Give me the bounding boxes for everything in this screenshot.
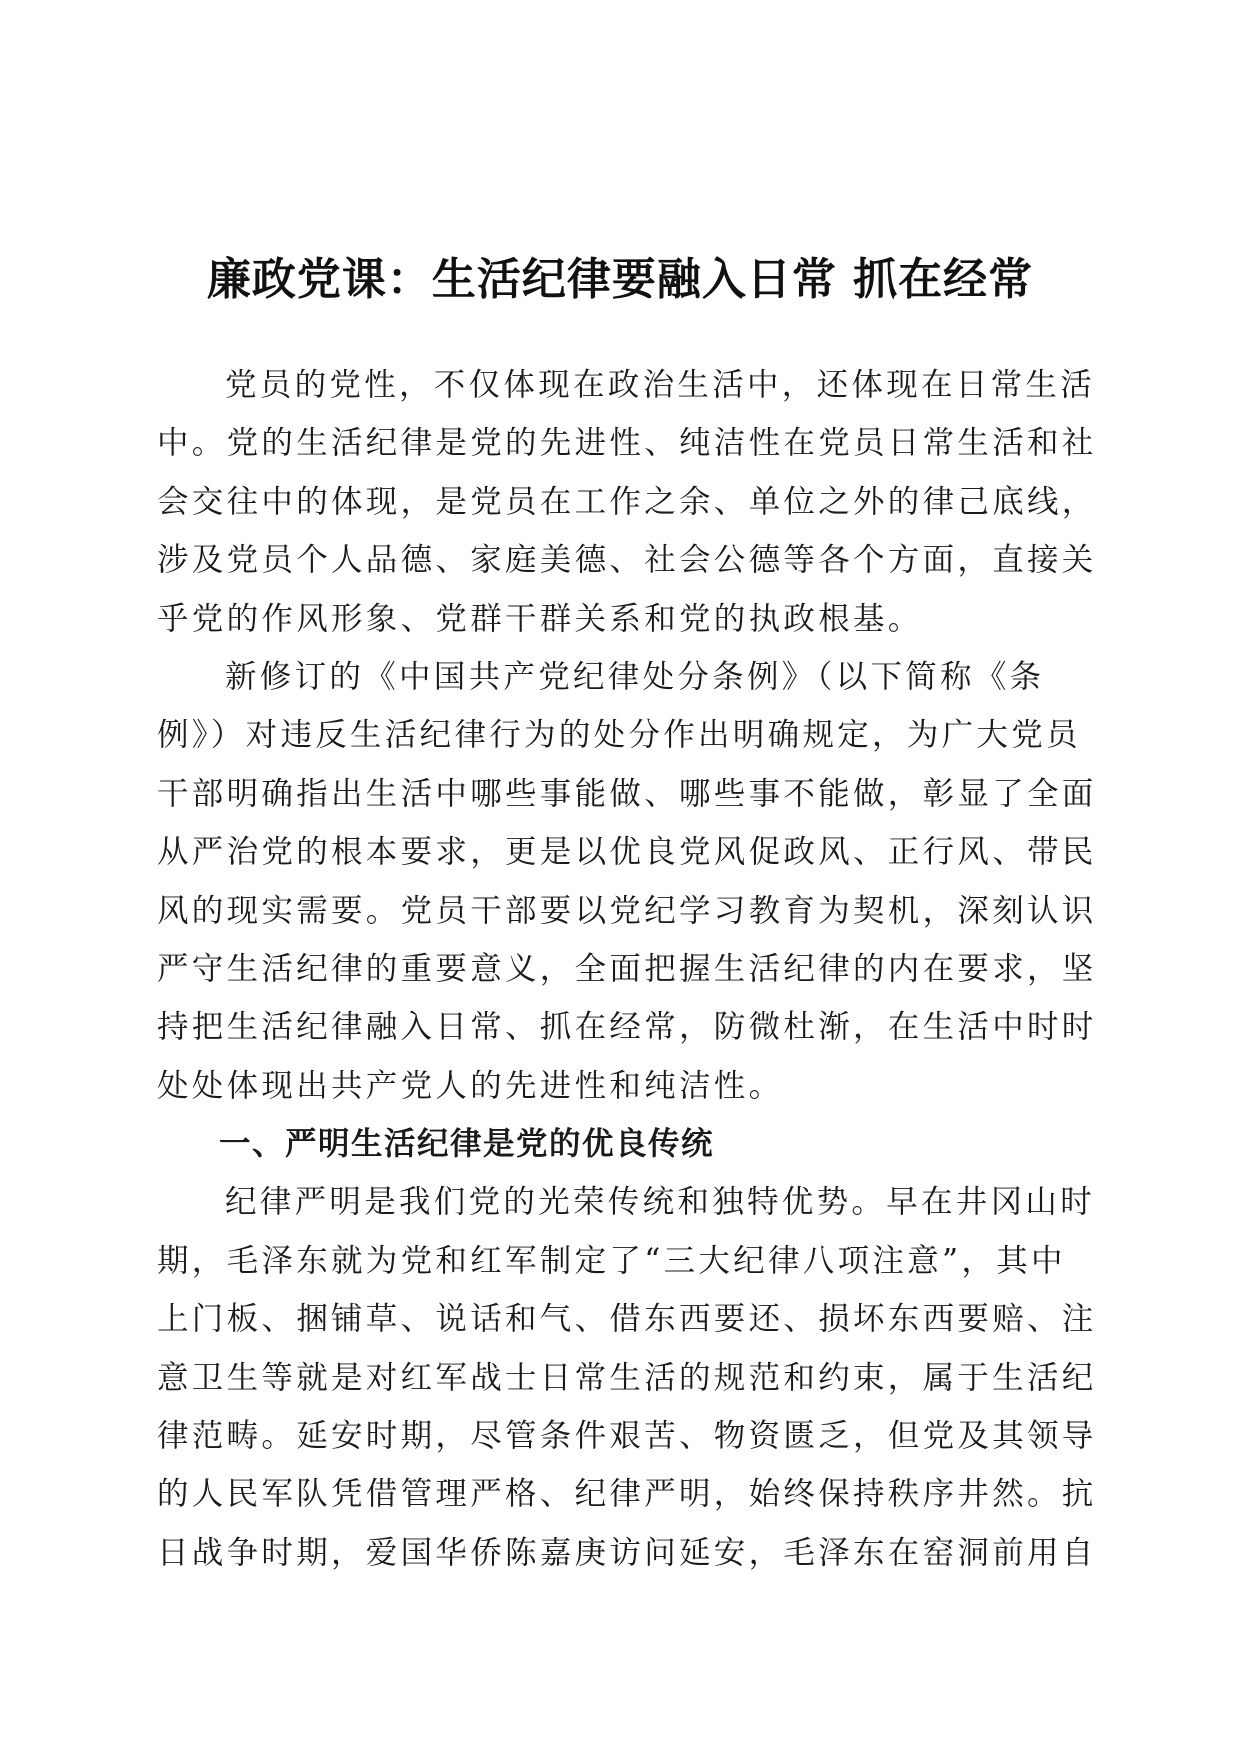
text-line: 会交往中的体现，是党员在工作之余、单位之外的律己底线， bbox=[157, 483, 1097, 520]
section-heading: 一、严明生活纪律是党的优良传统 bbox=[219, 1126, 715, 1163]
text-line: 严守生活纪律的重要意义，全面把握生活纪律的内在要求，坚 bbox=[157, 950, 1097, 987]
text-line: 的人民军队凭借管理严格、纪律严明，始终保持秩序井然。抗 bbox=[157, 1476, 1097, 1513]
text-line: 意卫生等就是对红军战士日常生活的规范和约束，属于生活纪 bbox=[157, 1359, 1097, 1396]
text-line: 处处体现出共产党人的先进性和纯洁性。 bbox=[157, 1067, 784, 1104]
text-line: 纪律严明是我们党的光荣传统和独特优势。早在井冈山时 bbox=[225, 1184, 1096, 1221]
text-line: 党员的党性，不仅体现在政治生活中，还体现在日常生活 bbox=[225, 367, 1096, 403]
text-line: 干部明确指出生活中哪些事能做、哪些事不能做，彰显了全面 bbox=[157, 775, 1097, 812]
document-title: 廉政党课：生活纪律要融入日常 抓在经常 bbox=[206, 254, 1034, 305]
text-line: 日战争时期，爱国华侨陈嘉庚访问延安，毛泽东在窑洞前用自 bbox=[157, 1534, 1097, 1571]
text-line: 涉及党员个人品德、家庭美德、社会公德等各个方面，直接关 bbox=[157, 542, 1097, 579]
text-line: 律范畴。延安时期，尽管条件艰苦、物资匮乏，但党及其领导 bbox=[157, 1418, 1097, 1455]
text-line: 风的现实需要。党员干部要以党纪学习教育为契机，深刻认识 bbox=[157, 892, 1097, 929]
text-line: 上门板、捆铺草、说话和气、借东西要还、损坏东西要赔、注 bbox=[157, 1301, 1097, 1338]
text-line: 例》）对违反生活纪律行为的处分作出明确规定，为广大党员 bbox=[157, 717, 1081, 754]
text-line: 中。党的生活纪律是党的先进性、纯洁性在党员日常生活和社 bbox=[157, 425, 1097, 462]
text-line: 期，毛泽东就为党和红军制定了“三大纪律八项注意”，其中 bbox=[157, 1242, 1066, 1279]
text-line: 从严治党的根本要求，更是以优良党风促政风、正行风、带民 bbox=[157, 834, 1097, 871]
document-body bbox=[157, 356, 1097, 1582]
text-line: 持把生活纪律融入日常、抓在经常，防微杜渐，在生活中时时 bbox=[157, 1009, 1097, 1046]
text-line: 乎党的作风形象、党群干群关系和党的执政根基。 bbox=[157, 600, 923, 637]
text-line: 新修订的《中国共产党纪律处分条例》（以下简称《条 bbox=[225, 658, 1045, 695]
